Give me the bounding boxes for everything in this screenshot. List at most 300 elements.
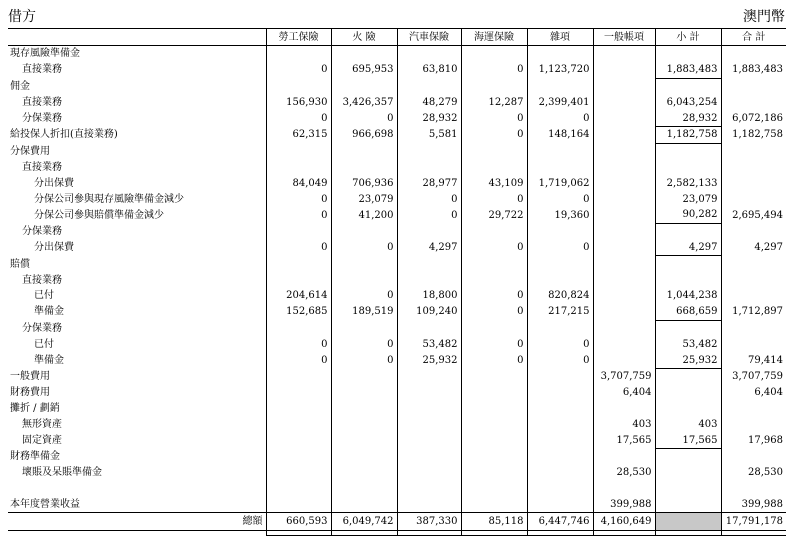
table-row bbox=[8, 320, 786, 336]
table-row bbox=[8, 385, 786, 401]
value-cell: 0 bbox=[266, 110, 331, 126]
value-cell bbox=[527, 46, 593, 62]
total-value-cell: 4,160,649 bbox=[593, 513, 655, 531]
spacer-cell bbox=[266, 481, 331, 497]
column-header: 一般帳項 bbox=[593, 29, 655, 46]
value-cell bbox=[593, 336, 655, 352]
value-cell bbox=[655, 368, 721, 384]
table-row bbox=[8, 401, 786, 417]
value-cell bbox=[397, 78, 461, 94]
value-cell bbox=[527, 496, 593, 512]
table-row bbox=[8, 448, 786, 464]
value-cell: 0 bbox=[461, 288, 527, 304]
value-cell: 820,824 bbox=[527, 288, 593, 304]
value-cell: 3,426,357 bbox=[331, 94, 397, 110]
value-cell: 403 bbox=[593, 416, 655, 432]
value-cell: 399,988 bbox=[593, 496, 655, 512]
value-cell bbox=[397, 223, 461, 239]
value-cell: 2,399,401 bbox=[527, 94, 593, 110]
row-label: 已付 bbox=[34, 290, 54, 302]
table-row bbox=[8, 272, 786, 288]
column-header-row bbox=[8, 29, 786, 46]
value-cell bbox=[721, 160, 786, 176]
table-row bbox=[8, 110, 786, 126]
value-cell: 695,953 bbox=[331, 62, 397, 78]
value-cell bbox=[331, 143, 397, 159]
value-cell: 0 bbox=[461, 352, 527, 368]
value-cell: 4,297 bbox=[397, 240, 461, 256]
value-cell bbox=[721, 191, 786, 207]
table-row bbox=[8, 352, 786, 368]
total-value-cell: 660,593 bbox=[266, 513, 331, 531]
total-value-cell: 387,330 bbox=[397, 513, 461, 531]
value-cell: 403 bbox=[655, 416, 721, 432]
table-row bbox=[8, 78, 786, 94]
row-label: 分保公司參與現存風險準備金減少 bbox=[34, 193, 184, 205]
value-cell bbox=[331, 256, 397, 272]
value-cell bbox=[593, 304, 655, 320]
row-label: 分保公司參與賠償準備金減少 bbox=[34, 209, 164, 221]
value-cell bbox=[331, 401, 397, 417]
value-cell bbox=[461, 385, 527, 401]
table-row bbox=[8, 160, 786, 176]
table-row bbox=[8, 46, 786, 62]
value-cell bbox=[593, 46, 655, 62]
closing-line-cell bbox=[721, 531, 786, 536]
row-label: 直接業務 bbox=[22, 274, 62, 286]
value-cell bbox=[721, 94, 786, 110]
value-cell: 28,932 bbox=[397, 110, 461, 126]
value-cell bbox=[527, 401, 593, 417]
value-cell: 84,049 bbox=[266, 175, 331, 191]
value-cell bbox=[266, 256, 331, 272]
value-cell: 0 bbox=[397, 207, 461, 223]
value-cell bbox=[266, 368, 331, 384]
value-cell bbox=[655, 223, 721, 239]
value-cell bbox=[266, 448, 331, 464]
value-cell: 23,079 bbox=[655, 191, 721, 207]
value-cell: 0 bbox=[266, 191, 331, 207]
value-cell: 1,123,720 bbox=[527, 62, 593, 78]
value-cell bbox=[527, 448, 593, 464]
value-cell: 1,883,483 bbox=[655, 62, 721, 78]
value-cell: 0 bbox=[331, 336, 397, 352]
value-cell bbox=[527, 465, 593, 481]
value-cell bbox=[593, 207, 655, 223]
value-cell bbox=[331, 160, 397, 176]
value-cell: 0 bbox=[331, 240, 397, 256]
value-cell: 17,565 bbox=[593, 432, 655, 448]
value-cell bbox=[721, 143, 786, 159]
table-row bbox=[8, 368, 786, 384]
table-row bbox=[8, 143, 786, 159]
value-cell bbox=[655, 143, 721, 159]
spacer-cell bbox=[527, 481, 593, 497]
value-cell: 4,297 bbox=[655, 240, 721, 256]
value-cell: 0 bbox=[527, 110, 593, 126]
value-cell bbox=[331, 448, 397, 464]
row-label: 給投保人折扣(直接業務) bbox=[10, 129, 118, 141]
value-cell: 0 bbox=[527, 352, 593, 368]
value-cell bbox=[266, 432, 331, 448]
value-cell: 1,719,062 bbox=[527, 175, 593, 191]
value-cell: 152,685 bbox=[266, 304, 331, 320]
total-value-cell: 6,447,746 bbox=[527, 513, 593, 531]
value-cell bbox=[461, 46, 527, 62]
value-cell bbox=[593, 110, 655, 126]
row-label: 財務費用 bbox=[10, 387, 50, 399]
value-cell: 6,404 bbox=[593, 385, 655, 401]
value-cell bbox=[397, 448, 461, 464]
value-cell bbox=[266, 385, 331, 401]
closing-line-cell bbox=[655, 531, 721, 536]
table-row bbox=[8, 240, 786, 256]
value-cell: 1,182,758 bbox=[655, 126, 721, 143]
total-value-cell: 17,791,178 bbox=[721, 513, 786, 531]
value-cell bbox=[461, 78, 527, 94]
value-cell bbox=[397, 143, 461, 159]
value-cell bbox=[266, 465, 331, 481]
row-label: 賠償 bbox=[10, 258, 30, 270]
value-cell bbox=[593, 160, 655, 176]
value-cell: 0 bbox=[527, 191, 593, 207]
value-cell bbox=[721, 416, 786, 432]
label-header-cell bbox=[8, 29, 266, 46]
value-cell bbox=[461, 368, 527, 384]
value-cell bbox=[721, 320, 786, 336]
column-header: 雜項 bbox=[527, 29, 593, 46]
column-header: 汽車保險 bbox=[397, 29, 461, 46]
row-label: 壞賬及呆賬準備金 bbox=[22, 467, 102, 479]
value-cell: 0 bbox=[331, 288, 397, 304]
value-cell: 706,936 bbox=[331, 175, 397, 191]
value-cell bbox=[655, 78, 721, 94]
value-cell bbox=[593, 78, 655, 94]
value-cell bbox=[461, 401, 527, 417]
row-label: 直接業務 bbox=[22, 64, 62, 76]
value-cell: 28,932 bbox=[655, 110, 721, 126]
value-cell bbox=[721, 175, 786, 191]
value-cell: 90,282 bbox=[655, 207, 721, 223]
value-cell bbox=[331, 385, 397, 401]
column-header: 海運保險 bbox=[461, 29, 527, 46]
value-cell bbox=[721, 78, 786, 94]
value-cell: 217,215 bbox=[527, 304, 593, 320]
total-label: 總額 bbox=[8, 513, 266, 531]
spacer-row bbox=[8, 481, 786, 497]
value-cell: 25,932 bbox=[397, 352, 461, 368]
closing-line-cell bbox=[8, 531, 266, 536]
value-cell bbox=[655, 160, 721, 176]
value-cell bbox=[593, 288, 655, 304]
table-row bbox=[8, 304, 786, 320]
value-cell bbox=[331, 496, 397, 512]
row-label: 分保業務 bbox=[22, 225, 62, 237]
value-cell bbox=[655, 272, 721, 288]
value-cell bbox=[527, 320, 593, 336]
value-cell: 0 bbox=[461, 110, 527, 126]
value-cell bbox=[397, 368, 461, 384]
value-cell bbox=[461, 320, 527, 336]
row-label: 分保費用 bbox=[10, 145, 50, 157]
table-row bbox=[8, 288, 786, 304]
value-cell bbox=[331, 78, 397, 94]
row-label: 直接業務 bbox=[22, 161, 62, 173]
table-row bbox=[8, 94, 786, 110]
value-cell: 204,614 bbox=[266, 288, 331, 304]
value-cell: 966,698 bbox=[331, 126, 397, 143]
row-label: 固定資產 bbox=[22, 434, 62, 446]
value-cell: 0 bbox=[461, 240, 527, 256]
row-label: 分保業務 bbox=[22, 322, 62, 334]
value-cell bbox=[397, 256, 461, 272]
table-row bbox=[8, 223, 786, 239]
row-label: 分出保費 bbox=[34, 177, 74, 189]
value-cell bbox=[331, 272, 397, 288]
column-header: 勞工保險 bbox=[266, 29, 331, 46]
value-cell: 17,565 bbox=[655, 432, 721, 448]
value-cell: 0 bbox=[266, 207, 331, 223]
value-cell: 0 bbox=[266, 352, 331, 368]
value-cell: 0 bbox=[527, 336, 593, 352]
value-cell: 6,043,254 bbox=[655, 94, 721, 110]
table-row bbox=[8, 416, 786, 432]
row-label: 直接業務 bbox=[22, 96, 62, 108]
row-label: 現存風險準備金 bbox=[10, 48, 80, 60]
row-label: 本年度營業收益 bbox=[10, 498, 80, 510]
value-cell bbox=[527, 272, 593, 288]
closing-line-cell bbox=[266, 531, 331, 536]
value-cell bbox=[461, 448, 527, 464]
spacer-cell bbox=[331, 481, 397, 497]
value-cell: 6,404 bbox=[721, 385, 786, 401]
value-cell bbox=[266, 416, 331, 432]
value-cell bbox=[527, 223, 593, 239]
value-cell bbox=[593, 94, 655, 110]
value-cell bbox=[593, 143, 655, 159]
spacer-cell bbox=[593, 481, 655, 497]
value-cell bbox=[527, 432, 593, 448]
value-cell bbox=[266, 272, 331, 288]
row-label: 準備金 bbox=[34, 354, 64, 366]
value-cell: 48,279 bbox=[397, 94, 461, 110]
value-cell: 156,930 bbox=[266, 94, 331, 110]
value-cell: 189,519 bbox=[331, 304, 397, 320]
row-label: 準備金 bbox=[34, 306, 64, 318]
value-cell bbox=[397, 416, 461, 432]
value-cell: 19,360 bbox=[527, 207, 593, 223]
value-cell bbox=[331, 320, 397, 336]
value-cell bbox=[397, 160, 461, 176]
value-cell: 62,315 bbox=[266, 126, 331, 143]
value-cell: 148,164 bbox=[527, 126, 593, 143]
value-cell bbox=[721, 288, 786, 304]
table-row bbox=[8, 175, 786, 191]
closing-line-cell bbox=[331, 531, 397, 536]
column-header: 火 險 bbox=[331, 29, 397, 46]
value-cell: 12,287 bbox=[461, 94, 527, 110]
currency-header: 澳門幣 bbox=[743, 9, 785, 25]
table-row bbox=[8, 432, 786, 448]
table-row bbox=[8, 496, 786, 512]
table-row bbox=[8, 62, 786, 78]
value-cell bbox=[655, 385, 721, 401]
value-cell: 0 bbox=[527, 240, 593, 256]
value-cell bbox=[527, 160, 593, 176]
value-cell bbox=[527, 416, 593, 432]
value-cell bbox=[593, 126, 655, 143]
shaded-cell bbox=[655, 513, 721, 531]
value-cell bbox=[461, 416, 527, 432]
value-cell bbox=[266, 78, 331, 94]
closing-line-cell bbox=[593, 531, 655, 536]
value-cell: 0 bbox=[461, 304, 527, 320]
row-label: 佣金 bbox=[10, 80, 30, 92]
value-cell bbox=[461, 465, 527, 481]
value-cell bbox=[461, 272, 527, 288]
value-cell: 28,530 bbox=[721, 465, 786, 481]
closing-line-cell bbox=[461, 531, 527, 536]
spacer-cell bbox=[397, 481, 461, 497]
row-label: 財務準備金 bbox=[10, 451, 60, 463]
value-cell bbox=[721, 448, 786, 464]
value-cell bbox=[397, 46, 461, 62]
value-cell bbox=[721, 46, 786, 62]
value-cell bbox=[593, 62, 655, 78]
value-cell: 109,240 bbox=[397, 304, 461, 320]
value-cell bbox=[655, 465, 721, 481]
row-label: 分出保費 bbox=[34, 242, 74, 254]
value-cell bbox=[655, 401, 721, 417]
value-cell: 0 bbox=[266, 336, 331, 352]
value-cell bbox=[527, 256, 593, 272]
row-label: 分保業務 bbox=[22, 112, 62, 124]
table-row bbox=[8, 465, 786, 481]
value-cell bbox=[721, 256, 786, 272]
value-cell bbox=[266, 143, 331, 159]
value-cell bbox=[397, 272, 461, 288]
value-cell: 2,582,133 bbox=[655, 175, 721, 191]
value-cell: 4,297 bbox=[721, 240, 786, 256]
table-row bbox=[8, 126, 786, 143]
row-label: 已付 bbox=[34, 338, 54, 350]
value-cell: 1,182,758 bbox=[721, 126, 786, 143]
value-cell bbox=[527, 78, 593, 94]
value-cell: 79,414 bbox=[721, 352, 786, 368]
value-cell: 5,581 bbox=[397, 126, 461, 143]
spacer-cell bbox=[8, 481, 266, 497]
column-header: 小 計 bbox=[655, 29, 721, 46]
value-cell bbox=[721, 223, 786, 239]
closing-line-row bbox=[8, 531, 786, 536]
value-cell bbox=[266, 496, 331, 512]
value-cell bbox=[655, 496, 721, 512]
value-cell bbox=[593, 401, 655, 417]
debit-statement-table bbox=[8, 28, 786, 536]
value-cell bbox=[397, 496, 461, 512]
closing-line-cell bbox=[527, 531, 593, 536]
total-row bbox=[8, 513, 786, 531]
row-label: 一般費用 bbox=[10, 371, 50, 383]
spacer-cell bbox=[721, 481, 786, 497]
spacer-cell bbox=[655, 481, 721, 497]
value-cell bbox=[593, 320, 655, 336]
value-cell bbox=[655, 46, 721, 62]
value-cell: 3,707,759 bbox=[721, 368, 786, 384]
closing-line-cell bbox=[397, 531, 461, 536]
value-cell: 3,707,759 bbox=[593, 368, 655, 384]
value-cell: 25,932 bbox=[655, 352, 721, 368]
value-cell bbox=[527, 143, 593, 159]
total-value-cell: 6,049,742 bbox=[331, 513, 397, 531]
value-cell bbox=[461, 432, 527, 448]
value-cell bbox=[593, 175, 655, 191]
value-cell bbox=[397, 401, 461, 417]
value-cell: 23,079 bbox=[331, 191, 397, 207]
value-cell bbox=[593, 223, 655, 239]
value-cell bbox=[397, 465, 461, 481]
value-cell: 29,722 bbox=[461, 207, 527, 223]
value-cell bbox=[266, 46, 331, 62]
value-cell bbox=[331, 368, 397, 384]
value-cell: 1,044,238 bbox=[655, 288, 721, 304]
value-cell: 0 bbox=[461, 191, 527, 207]
value-cell bbox=[721, 401, 786, 417]
spacer-cell bbox=[461, 481, 527, 497]
value-cell bbox=[266, 401, 331, 417]
value-cell: 0 bbox=[266, 62, 331, 78]
value-cell bbox=[655, 448, 721, 464]
table-row bbox=[8, 207, 786, 223]
value-cell: 17,968 bbox=[721, 432, 786, 448]
value-cell bbox=[397, 320, 461, 336]
value-cell bbox=[527, 385, 593, 401]
value-cell: 6,072,186 bbox=[721, 110, 786, 126]
value-cell: 43,109 bbox=[461, 175, 527, 191]
value-cell bbox=[593, 191, 655, 207]
value-cell bbox=[461, 256, 527, 272]
value-cell bbox=[461, 143, 527, 159]
row-label: 無形資產 bbox=[22, 418, 62, 430]
value-cell bbox=[655, 256, 721, 272]
row-label: 攤折 / 劃銷 bbox=[10, 402, 60, 414]
value-cell bbox=[461, 223, 527, 239]
value-cell bbox=[593, 448, 655, 464]
value-cell: 63,810 bbox=[397, 62, 461, 78]
table-row bbox=[8, 256, 786, 272]
value-cell: 0 bbox=[461, 62, 527, 78]
value-cell: 28,530 bbox=[593, 465, 655, 481]
value-cell bbox=[331, 46, 397, 62]
debit-header: 借方 bbox=[8, 9, 36, 25]
value-cell: 0 bbox=[461, 336, 527, 352]
value-cell bbox=[266, 320, 331, 336]
value-cell bbox=[527, 368, 593, 384]
value-cell: 53,482 bbox=[655, 336, 721, 352]
value-cell: 0 bbox=[331, 110, 397, 126]
value-cell: 0 bbox=[331, 352, 397, 368]
value-cell bbox=[461, 496, 527, 512]
value-cell bbox=[331, 465, 397, 481]
table-row bbox=[8, 336, 786, 352]
value-cell bbox=[655, 320, 721, 336]
table-row bbox=[8, 191, 786, 207]
value-cell bbox=[461, 160, 527, 176]
value-cell bbox=[721, 336, 786, 352]
value-cell: 0 bbox=[397, 191, 461, 207]
value-cell: 0 bbox=[266, 240, 331, 256]
value-cell bbox=[397, 432, 461, 448]
